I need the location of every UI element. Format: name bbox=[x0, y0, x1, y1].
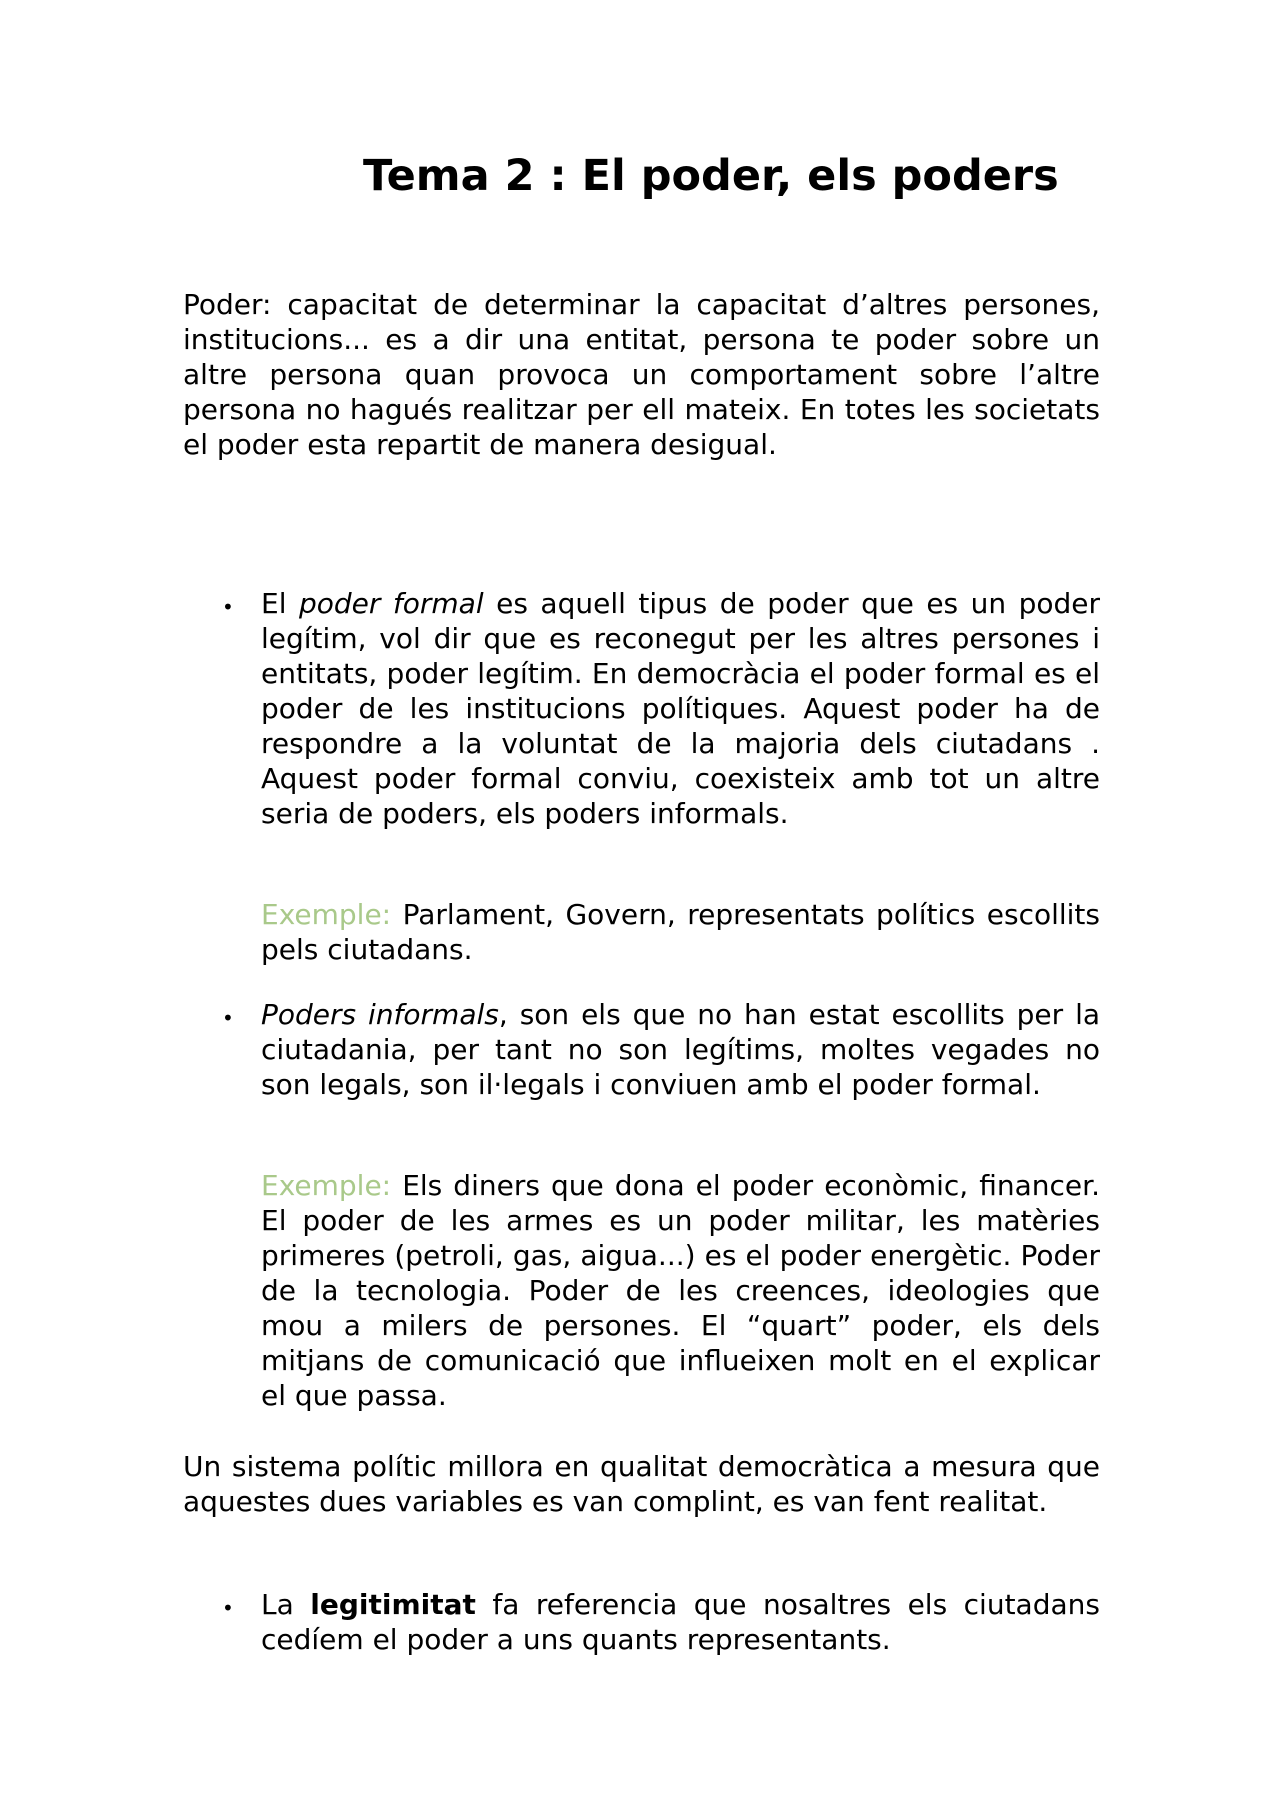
informal-power-term: Poders informals bbox=[261, 998, 499, 1031]
example-label: Exemple: bbox=[261, 898, 392, 931]
page-title: Tema 2 : El poder, els poders bbox=[363, 151, 1059, 201]
legitimacy-prefix: La bbox=[261, 1588, 294, 1621]
legitimacy-term: legitimitat bbox=[310, 1588, 476, 1621]
formal-power-example bbox=[261, 897, 1100, 967]
informal-power-text: , son els que no han estat escollits per la ciutadania, per tant no son legítims, moltes vegades no son legals, son il·legals i conviuen amb el poder formal. bbox=[261, 998, 1101, 1101]
informal-power-example bbox=[261, 1168, 1100, 1413]
bullet-marker-legitimacy: • bbox=[222, 1596, 234, 1620]
bullet-marker-formal: • bbox=[222, 595, 234, 619]
formal-power-text: es aquell tipus de poder que es un poder legítim, vol dir que es reconegut per les altres persones i entitats, poder legítim. En democràcia el poder formal es el poder de les institucions polítiques. Aquest poder ha de respondre a la voluntat de la majoria dels ciutadans . Aquest poder formal conviu, coexisteix amb tot un altre seria de poders, els poders informals. bbox=[261, 587, 1101, 830]
informal-power-paragraph bbox=[261, 997, 1100, 1102]
intro-text: capacitat de determinar la capacitat d’altres persones, institucions... es a dir una entitat, persona te poder sobre un altre persona quan provoca un comportament sobre l’altre persona no hagués realitzar per ell mateix. En totes les societats el poder esta repartit de manera desigual. bbox=[183, 288, 1100, 461]
formal-power-prefix: El bbox=[261, 587, 287, 620]
formal-power-term: poder formal bbox=[298, 587, 484, 620]
legitimacy-text: fa referencia que nosaltres els ciutadans cedíem el poder a uns quants representants. bbox=[261, 1588, 1100, 1656]
legitimacy-paragraph bbox=[261, 1587, 1100, 1657]
formal-power-paragraph bbox=[261, 586, 1100, 831]
democratic-quality-paragraph: Un sistema polític millora en qualitat democràtica a mesura que aquestes dues variables es van complint, es van fent realitat. bbox=[183, 1450, 1100, 1518]
intro-paragraph bbox=[183, 287, 1100, 462]
intro-term: Poder: bbox=[183, 288, 272, 321]
formal-power-example-text: Parlament, Govern, representats polítics escollits pels ciutadans. bbox=[261, 898, 1100, 966]
informal-power-example-text: Els diners que dona el poder econòmic, financer. El poder de les armes es un poder militar, les matèries primeres (petroli, gas, aigua...) es el poder energètic. Poder de la tecnologia. Poder de les creences, ideologies que mou a milers de persones. El “quart” poder, els dels mitjans de comunicació que influeixen molt en el explicar el que passa. bbox=[261, 1169, 1100, 1412]
example-label: Exemple: bbox=[261, 1169, 392, 1202]
bullet-marker-informal: • bbox=[222, 1006, 234, 1030]
